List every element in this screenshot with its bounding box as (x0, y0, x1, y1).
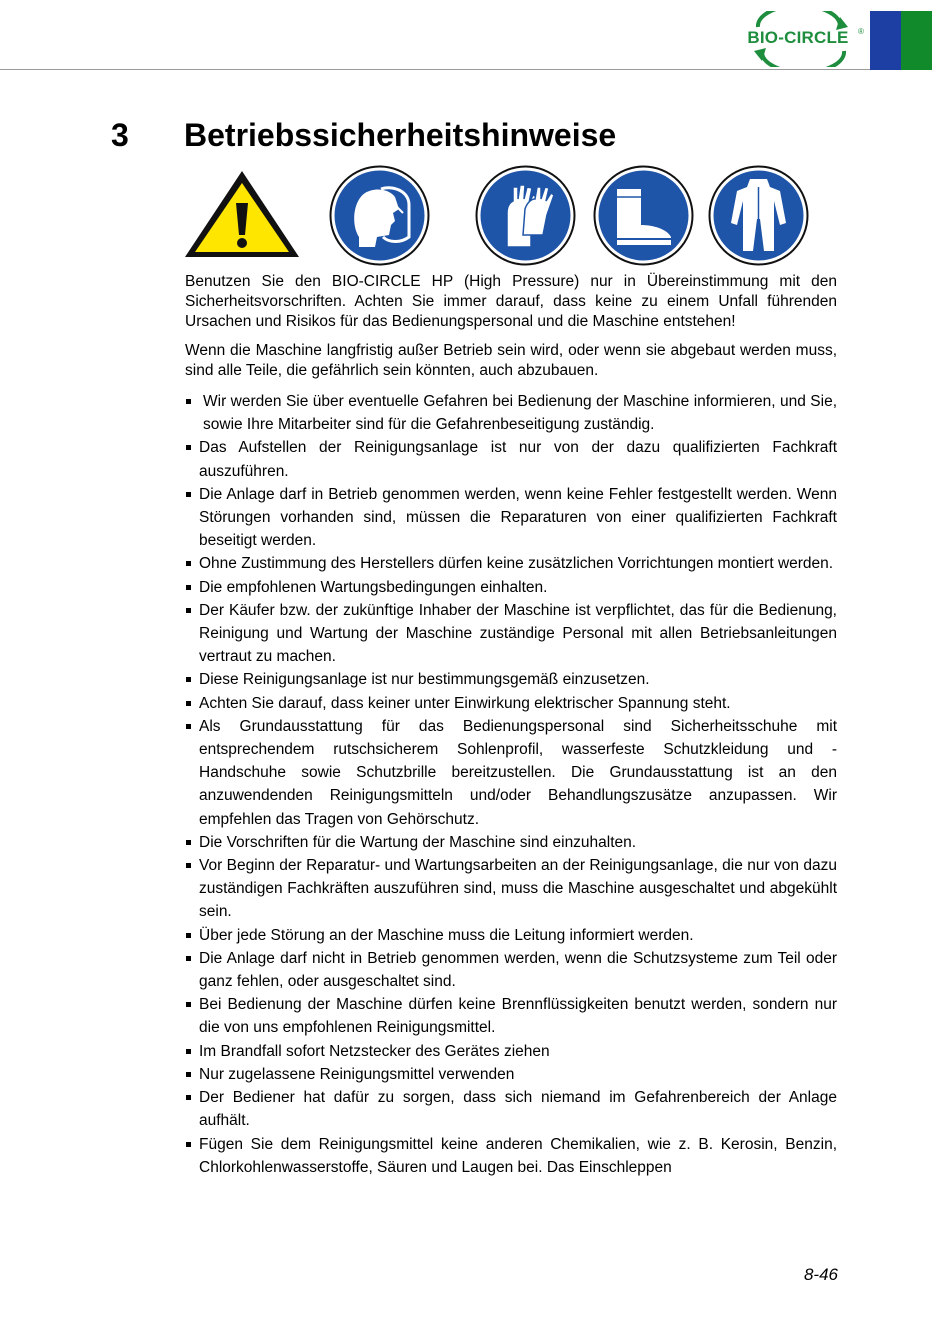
page-number: 8-46 (803, 1265, 838, 1284)
list-item: Über jede Störung an der Maschine muss die Leitung informiert werden. (185, 924, 837, 947)
list-item: Diese Reinigungsanlage ist nur bestimmungsgemäß einzusetzen. (185, 668, 837, 691)
list-item: Nur zugelassene Reinigungsmittel verwenden (185, 1063, 837, 1086)
list-item: Die empfohlenen Wartungsbedingungen einhalten. (185, 576, 837, 599)
bio-circle-logo (736, 11, 866, 67)
decommission-paragraph: Wenn die Maschine langfristig außer Betrieb sein wird, oder wenn sie abgebaut werden muss, sind alle Teile, die gefährlich sein könnten, auch abzubauen. (185, 342, 837, 379)
list-item: Die Anlage darf nicht in Betrieb genommen werden, wenn die Schutzsysteme zum Teil oder ganz fehlen, oder ausgeschaltet sind. (185, 947, 837, 993)
corner-green-block (901, 11, 932, 70)
list-item: Vor Beginn der Reparatur- und Wartungsarbeiten an der Reinigungsanlage, die nur von dazu zuständigen Fachkräften auszuführen sind, muss die Maschine ausgeschaltet und abgekühlt sein. (185, 854, 837, 924)
logo-registered-mark: ® (858, 27, 864, 36)
list-item: Ohne Zustimmung des Herstellers dürfen keine zusätzlichen Vorrichtungen montiert werden. (185, 552, 837, 575)
list-item: Wir werden Sie über eventuelle Gefahren bei Bedienung der Maschine informieren, und Sie, sowie Ihre Mitarbeiter sind für die Gefahrenbeseitigung zuständig. (185, 390, 837, 436)
section-number: 3 (111, 117, 129, 153)
list-item: Der Bediener hat dafür zu sorgen, dass sich niemand im Gefahrenbereich der Anlage aufhält. (185, 1086, 837, 1132)
safety-boot-icon (593, 165, 694, 266)
corner-blue-block (870, 11, 901, 70)
list-item: Als Grundausstattung für das Bedienungspersonal sind Sicherheitsschuhe mit entsprechendem rutschsicherem Sohlenprofil, wasserfeste Schutzkleidung und -Handschuhe sowie Schutzbrille bereitzustellen. Die Grundausstattung ist an den anzuwendenden Reinigungsmitteln und/oder Behandlungszusätze anzupassen. Wir empfehlen das Tragen von Gehörschutz. (185, 715, 837, 831)
header-divider (0, 69, 870, 70)
face-shield-icon (329, 165, 430, 266)
list-item: Der Käufer bzw. der zukünftige Inhaber der Maschine ist verpflichtet, das für die Bedienung, Reinigung und Wartung der Maschine zuständige Personal mit allen Betriebsanleitungen vertraut zu machen. (185, 599, 837, 669)
logo-text: BIO-CIRCLE (747, 28, 849, 47)
main-content (185, 272, 837, 1179)
list-item: Fügen Sie dem Reinigungsmittel keine anderen Chemikalien, wie z. B. Kerosin, Benzin, Chlorkohlenwasserstoffe, Säuren und Laugen bei. Das Einschleppen (185, 1133, 837, 1179)
gloves-icon (475, 165, 576, 266)
list-item: Die Vorschriften für die Wartung der Maschine sind einzuhalten. (185, 831, 837, 854)
list-item: Die Anlage darf in Betrieb genommen werden, wenn keine Fehler festgestellt werden. Wenn Störungen vorhanden sind, müssen die Reparaturen von einer qualifizierten Fachkraft beseitigt werden. (185, 483, 837, 553)
list-item: Im Brandfall sofort Netzstecker des Gerätes ziehen (185, 1040, 837, 1063)
list-item: Das Aufstellen der Reinigungsanlage ist nur von der dazu qualifizierten Fachkraft auszuführen. (185, 436, 837, 482)
warning-triangle-icon (183, 169, 301, 259)
safety-instructions-list (185, 390, 837, 1179)
list-item: Bei Bedienung der Maschine dürfen keine Brennflüssigkeiten benutzt werden, sondern nur die von uns empfohlenen Reinigungsmittel. (185, 993, 837, 1039)
list-item: Achten Sie darauf, dass keiner unter Einwirkung elektrischer Spannung steht. (185, 692, 837, 715)
page-title: Betriebssicherheitshinweise (184, 117, 617, 153)
intro-paragraph: Benutzen Sie den BIO-CIRCLE HP (High Pressure) nur in Übereinstimmung mit den Sicherheitsvorschriften. Achten Sie immer darauf, dass keine zu einem Unfall führenden Ursachen und Risikos für das Bedienungspersonal und die Maschine entstehen! (185, 273, 837, 330)
protective-suit-icon (708, 165, 809, 266)
